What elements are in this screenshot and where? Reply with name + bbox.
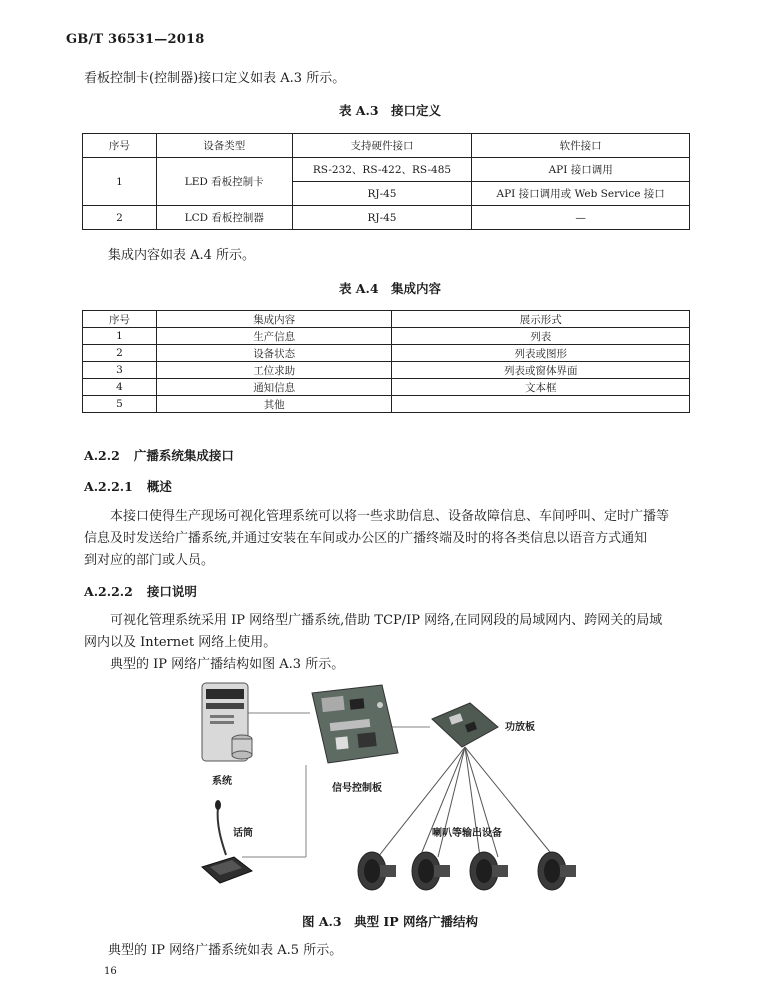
figure-caption: 图 A.3 典型 IP 网络广播结构	[301, 914, 479, 929]
overview-line-1: 本接口使得生产现场可视化管理系统可以将一些求助信息、设备故障信息、车间呼叫、定时广播等	[110, 509, 670, 524]
label-speakers: 喇叭等输出设备	[432, 828, 502, 839]
table-cell: —	[472, 206, 690, 230]
table-header-row	[83, 134, 690, 158]
intro-a4: 集成内容如表 A.4 所示。	[108, 248, 256, 263]
amplifier-board-icon	[432, 703, 498, 747]
ip-broadcast-diagram	[180, 675, 600, 905]
header-cell: 软件接口	[472, 134, 690, 158]
speaker-lines	[378, 747, 554, 857]
header-cell: 序号	[83, 134, 157, 158]
section-title: 概述	[146, 479, 172, 494]
overview-line-3: 到对应的部门或人员。	[84, 553, 215, 568]
table-a3-caption: 表 A.3 接口定义	[338, 103, 442, 118]
outro-text: 典型的 IP 网络广播系统如表 A.5 所示。	[108, 943, 343, 958]
table-a4	[82, 310, 690, 413]
section-a2221-heading	[84, 477, 172, 495]
section-number: A.2.2.1	[84, 479, 133, 494]
table-cell: API 接口调用或 Web Service 接口	[472, 182, 690, 206]
section-a2222-heading	[84, 582, 197, 600]
table-cell: 设备状态	[156, 345, 392, 362]
overview-line-2: 信息及时发送给广播系统,并通过安装在车间或办公区的广播终端及时的将各类信息以语音方式通知	[84, 531, 648, 546]
table-cell: RJ-45	[292, 206, 472, 230]
intro-a3: 看板控制卡(控制器)接口定义如表 A.3 所示。	[84, 71, 346, 86]
page-number: 16	[104, 966, 117, 977]
header-cell: 设备类型	[156, 134, 292, 158]
table-cell: 文本框	[392, 379, 690, 396]
server-icon	[202, 683, 252, 761]
header-cell: 集成内容	[156, 311, 392, 328]
table-cell	[392, 396, 690, 413]
section-title: 接口说明	[146, 584, 197, 599]
interface-line-3: 典型的 IP 网络广播结构如图 A.3 所示。	[110, 657, 345, 672]
table-row	[83, 328, 690, 345]
label-microphone: 话筒	[233, 828, 253, 839]
header-cell: 支持硬件接口	[292, 134, 472, 158]
table-cell: RJ-45	[292, 182, 472, 206]
table-cell: 2	[83, 345, 157, 362]
table-cell: 通知信息	[156, 379, 392, 396]
table-a3	[82, 133, 690, 230]
table-cell: 工位求助	[156, 362, 392, 379]
table-cell: 1	[83, 158, 157, 206]
header-cell: 展示形式	[392, 311, 690, 328]
table-cell: 生产信息	[156, 328, 392, 345]
microphone-icon	[202, 800, 252, 883]
table-cell: 2	[83, 206, 157, 230]
table-cell: 3	[83, 362, 157, 379]
table-row	[83, 396, 690, 413]
table-row	[83, 362, 690, 379]
table-row	[83, 345, 690, 362]
table-row	[83, 379, 690, 396]
table-cell: 4	[83, 379, 157, 396]
table-cell: 其他	[156, 396, 392, 413]
table-cell: LCD 看板控制器	[156, 206, 292, 230]
section-title: 广播系统集成接口	[133, 448, 234, 463]
table-header-row	[83, 311, 690, 328]
speaker-icon	[412, 852, 450, 890]
interface-line-1: 可视化管理系统采用 IP 网络型广播系统,借助 TCP/IP 网络,在同网段的局域网内、跨网关的局域	[110, 613, 663, 628]
section-a222-heading	[84, 446, 234, 464]
label-system: 系统	[212, 776, 232, 787]
table-row	[83, 158, 690, 182]
table-cell: 5	[83, 396, 157, 413]
table-cell: LED 看板控制卡	[156, 158, 292, 206]
label-amplifier: 功放板	[505, 722, 535, 733]
table-a4-caption: 表 A.4 集成内容	[338, 281, 442, 296]
section-number: A.2.2	[84, 448, 120, 463]
table-cell: 1	[83, 328, 157, 345]
standard-code: GB/T 36531—2018	[66, 32, 205, 47]
speaker-icon	[470, 852, 508, 890]
table-cell: 列表	[392, 328, 690, 345]
control-board-icon	[312, 685, 398, 763]
header-cell: 序号	[83, 311, 157, 328]
table-cell: 列表或窗体界面	[392, 362, 690, 379]
table-cell: RS-232、RS-422、RS-485	[292, 158, 472, 182]
table-row	[83, 206, 690, 230]
speaker-icon	[538, 852, 576, 890]
speaker-icon	[358, 852, 396, 890]
interface-line-2: 网内以及 Internet 网络上使用。	[84, 635, 277, 650]
table-cell: API 接口调用	[472, 158, 690, 182]
section-number: A.2.2.2	[84, 584, 133, 599]
table-cell: 列表或图形	[392, 345, 690, 362]
label-signal-board: 信号控制板	[332, 783, 382, 794]
